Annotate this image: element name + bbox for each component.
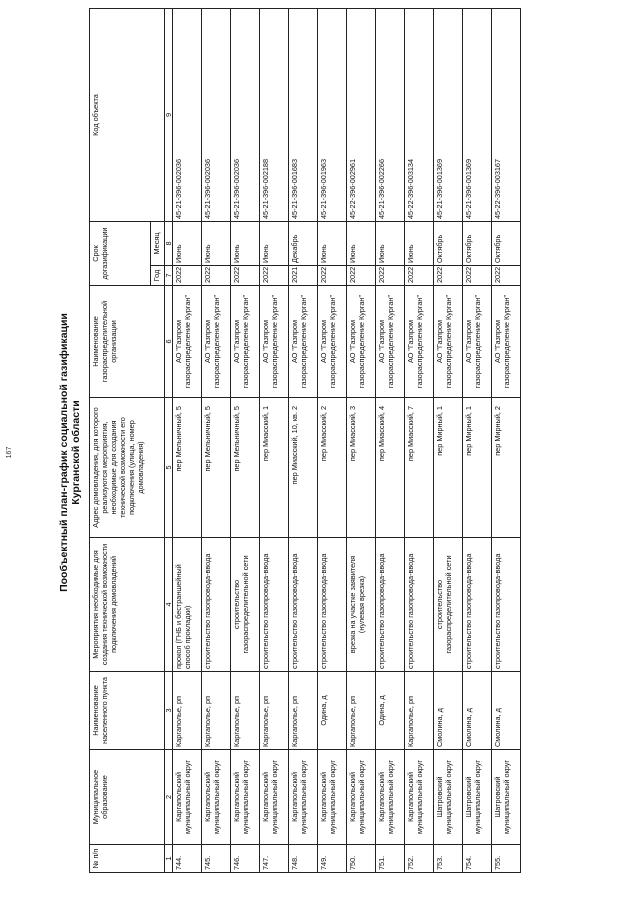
cell-organization: АО "Газпром газораспределение Курган"	[463, 286, 492, 398]
cell-num: 749.	[318, 845, 347, 873]
cell-organization: АО "Газпром газораспределение Курган"	[318, 286, 347, 398]
cell-year: 2022	[347, 266, 376, 286]
cell-municipality: Каргапольский муниципальный округ	[347, 750, 376, 845]
column-number: 6	[165, 286, 173, 398]
table-row	[202, 9, 231, 873]
cell-object-code: 45-21-396-001369	[434, 9, 463, 222]
header-deadline: Срок догазификации	[90, 222, 151, 286]
cell-settlement: Каргаполье, рп	[289, 672, 318, 750]
cell-address: пер Мирный, 2	[492, 398, 521, 538]
cell-settlement: Одина, д	[318, 672, 347, 750]
cell-num: 744.	[173, 845, 202, 873]
table-row	[289, 9, 318, 873]
cell-municipality: Каргапольский муниципальный округ	[260, 750, 289, 845]
cell-organization: АО "Газпром газораспределение Курган"	[289, 286, 318, 398]
table-row	[434, 9, 463, 873]
cell-settlement: Каргаполье, рп	[260, 672, 289, 750]
cell-month: Июнь	[260, 222, 289, 266]
column-number: 2	[165, 750, 173, 845]
cell-municipality: Каргапольский муниципальный округ	[376, 750, 405, 845]
cell-settlement: Смолина, д	[492, 672, 521, 750]
column-number: 8	[165, 222, 173, 266]
cell-month: Декабрь	[289, 222, 318, 266]
cell-measure: строительство газопровода-ввода	[318, 538, 347, 672]
cell-object-code: 45-21-396-002036	[202, 9, 231, 222]
column-numbers-row	[165, 9, 173, 873]
table-row	[376, 9, 405, 873]
cell-address: пер Миасский, 7	[405, 398, 434, 538]
cell-month: Июнь	[405, 222, 434, 266]
title-line-1: Пообъектный план-график социальной газификации	[58, 313, 70, 592]
cell-year: 2022	[318, 266, 347, 286]
title-line-2: Курганской области	[70, 400, 82, 505]
header-municipality: Муниципальное образование	[90, 750, 165, 845]
header-num: № п/п	[90, 845, 165, 873]
cell-settlement: Одина, д	[376, 672, 405, 750]
column-number: 1	[165, 845, 173, 873]
cell-settlement: Каргаполье, рп	[405, 672, 434, 750]
cell-measure: строительство газопровода-ввода	[405, 538, 434, 672]
table-row	[231, 9, 260, 873]
cell-month: Июнь	[347, 222, 376, 266]
cell-settlement: Каргаполье, рп	[347, 672, 376, 750]
cell-settlement: Каргаполье, рп	[173, 672, 202, 750]
page-number: 167	[6, 446, 13, 459]
cell-num: 747.	[260, 845, 289, 873]
table-row	[173, 9, 202, 873]
cell-year: 2022	[231, 266, 260, 286]
cell-object-code: 45-21-396-002266	[376, 9, 405, 222]
cell-address: пер Мирный, 1	[463, 398, 492, 538]
table-row	[318, 9, 347, 873]
cell-measure: строительство газопровода-ввода	[492, 538, 521, 672]
cell-num: 754.	[463, 845, 492, 873]
cell-object-code: 45-22-396-003134	[405, 9, 434, 222]
header-year: Год	[151, 266, 165, 286]
gasification-plan-table	[89, 8, 521, 873]
cell-settlement: Каргаполье, рп	[231, 672, 260, 750]
cell-year: 2022	[492, 266, 521, 286]
cell-year: 2022	[463, 266, 492, 286]
cell-organization: АО "Газпром газораспределение Курган"	[376, 286, 405, 398]
cell-measure: строительство газопровода-ввода	[463, 538, 492, 672]
cell-measure: строительство газораспределительной сети	[434, 538, 463, 672]
cell-settlement: Смолина, д	[463, 672, 492, 750]
cell-year: 2022	[376, 266, 405, 286]
cell-municipality: Каргапольский муниципальный округ	[405, 750, 434, 845]
table-row	[463, 9, 492, 873]
cell-municipality: Шатровский муниципальный округ	[492, 750, 521, 845]
cell-measure: строительство газопровода-ввода	[376, 538, 405, 672]
cell-address: пер Миасский, 2	[318, 398, 347, 538]
cell-settlement: Смолина, д	[434, 672, 463, 750]
cell-object-code: 45-21-396-001963	[318, 9, 347, 222]
cell-settlement: Каргаполье, рп	[202, 672, 231, 750]
cell-year: 2022	[260, 266, 289, 286]
cell-num: 748.	[289, 845, 318, 873]
header-organization: Наименование газораспределительной организации	[90, 286, 165, 398]
cell-object-code: 45-22-396-003167	[492, 9, 521, 222]
table-row	[405, 9, 434, 873]
cell-month: Октябрь	[492, 222, 521, 266]
cell-month: Июнь	[173, 222, 202, 266]
column-number: 7	[165, 266, 173, 286]
cell-object-code: 45-21-396-001369	[463, 9, 492, 222]
cell-year: 2022	[173, 266, 202, 286]
cell-num: 746.	[231, 845, 260, 873]
cell-measure: строительство газопровода-ввода	[260, 538, 289, 672]
cell-month: Июнь	[231, 222, 260, 266]
cell-organization: АО "Газпром газораспределение Курган"	[347, 286, 376, 398]
cell-num: 755.	[492, 845, 521, 873]
cell-organization: АО "Газпром газораспределение Курган"	[202, 286, 231, 398]
cell-year: 2021	[289, 266, 318, 286]
cell-year: 2022	[434, 266, 463, 286]
cell-measure: врезка на участке заявителя (нулевая врезка)	[347, 538, 376, 672]
header-object-code: Код объекта	[90, 9, 165, 222]
cell-organization: АО "Газпром газораспределение Курган"	[492, 286, 521, 398]
cell-num: 750.	[347, 845, 376, 873]
table-row	[347, 9, 376, 873]
cell-month: Июнь	[376, 222, 405, 266]
cell-address: пер Мельничный, 5	[173, 398, 202, 538]
header-month: Месяц	[151, 222, 165, 266]
cell-organization: АО "Газпром газораспределение Курган"	[405, 286, 434, 398]
cell-object-code: 45-21-396-002036	[173, 9, 202, 222]
cell-organization: АО "Газпром газораспределение Курган"	[173, 286, 202, 398]
cell-object-code: 45-21-396-002036	[231, 9, 260, 222]
cell-year: 2022	[202, 266, 231, 286]
cell-object-code: 45-21-396-002188	[260, 9, 289, 222]
cell-organization: АО "Газпром газораспределение Курган"	[260, 286, 289, 398]
cell-num: 745.	[202, 845, 231, 873]
cell-object-code: 45-22-396-002961	[347, 9, 376, 222]
cell-municipality: Каргапольский муниципальный округ	[318, 750, 347, 845]
table-row	[492, 9, 521, 873]
cell-month: Октябрь	[463, 222, 492, 266]
cell-municipality: Каргапольский муниципальный округ	[289, 750, 318, 845]
cell-object-code: 45-21-396-001683	[289, 9, 318, 222]
cell-address: пер Миасский, 3	[347, 398, 376, 538]
cell-measure: строительство газопровода-ввода	[289, 538, 318, 672]
table-row	[260, 9, 289, 873]
cell-municipality: Шатровский муниципальный округ	[434, 750, 463, 845]
cell-month: Июнь	[202, 222, 231, 266]
column-number: 3	[165, 672, 173, 750]
cell-address: пер Мирный, 1	[434, 398, 463, 538]
document-title	[58, 0, 82, 905]
cell-organization: АО "Газпром газораспределение Курган"	[434, 286, 463, 398]
cell-organization: АО "Газпром газораспределение Курган"	[231, 286, 260, 398]
cell-address: пер Миасский, 10, кв. 2	[289, 398, 318, 538]
cell-month: Июнь	[318, 222, 347, 266]
cell-municipality: Каргапольский муниципальный округ	[231, 750, 260, 845]
column-number: 4	[165, 538, 173, 672]
header-address: Адрес домовладения, для которого реализуются мероприятия, необходимые для создания технической возможности его подключения (улица, номер домовладения)	[90, 398, 165, 538]
cell-address: пер Мельничный, 5	[231, 398, 260, 538]
cell-month: Октябрь	[434, 222, 463, 266]
cell-measure: строительство газораспределительной сети	[231, 538, 260, 672]
header-measures: Мероприятия необходимые для создания технической возможности подключения домовладений	[90, 538, 165, 672]
cell-address: пер Миасский, 1	[260, 398, 289, 538]
header-settlement: Наименование населенного пункта	[90, 672, 165, 750]
cell-num: 753.	[434, 845, 463, 873]
cell-address: пер Мельничный, 5	[202, 398, 231, 538]
table-header-row	[90, 9, 151, 873]
cell-measure: строительство газопровода-ввода	[202, 538, 231, 672]
cell-num: 752.	[405, 845, 434, 873]
column-number: 5	[165, 398, 173, 538]
cell-measure: прокол (ГНБ и бестраншейный способ прокладки)	[173, 538, 202, 672]
cell-municipality: Каргапольский муниципальный округ	[202, 750, 231, 845]
cell-municipality: Каргапольский муниципальный округ	[173, 750, 202, 845]
cell-municipality: Шатровский муниципальный округ	[463, 750, 492, 845]
column-number: 9	[165, 9, 173, 222]
cell-year: 2022	[405, 266, 434, 286]
cell-address: пер Миасский, 4	[376, 398, 405, 538]
cell-num: 751.	[376, 845, 405, 873]
